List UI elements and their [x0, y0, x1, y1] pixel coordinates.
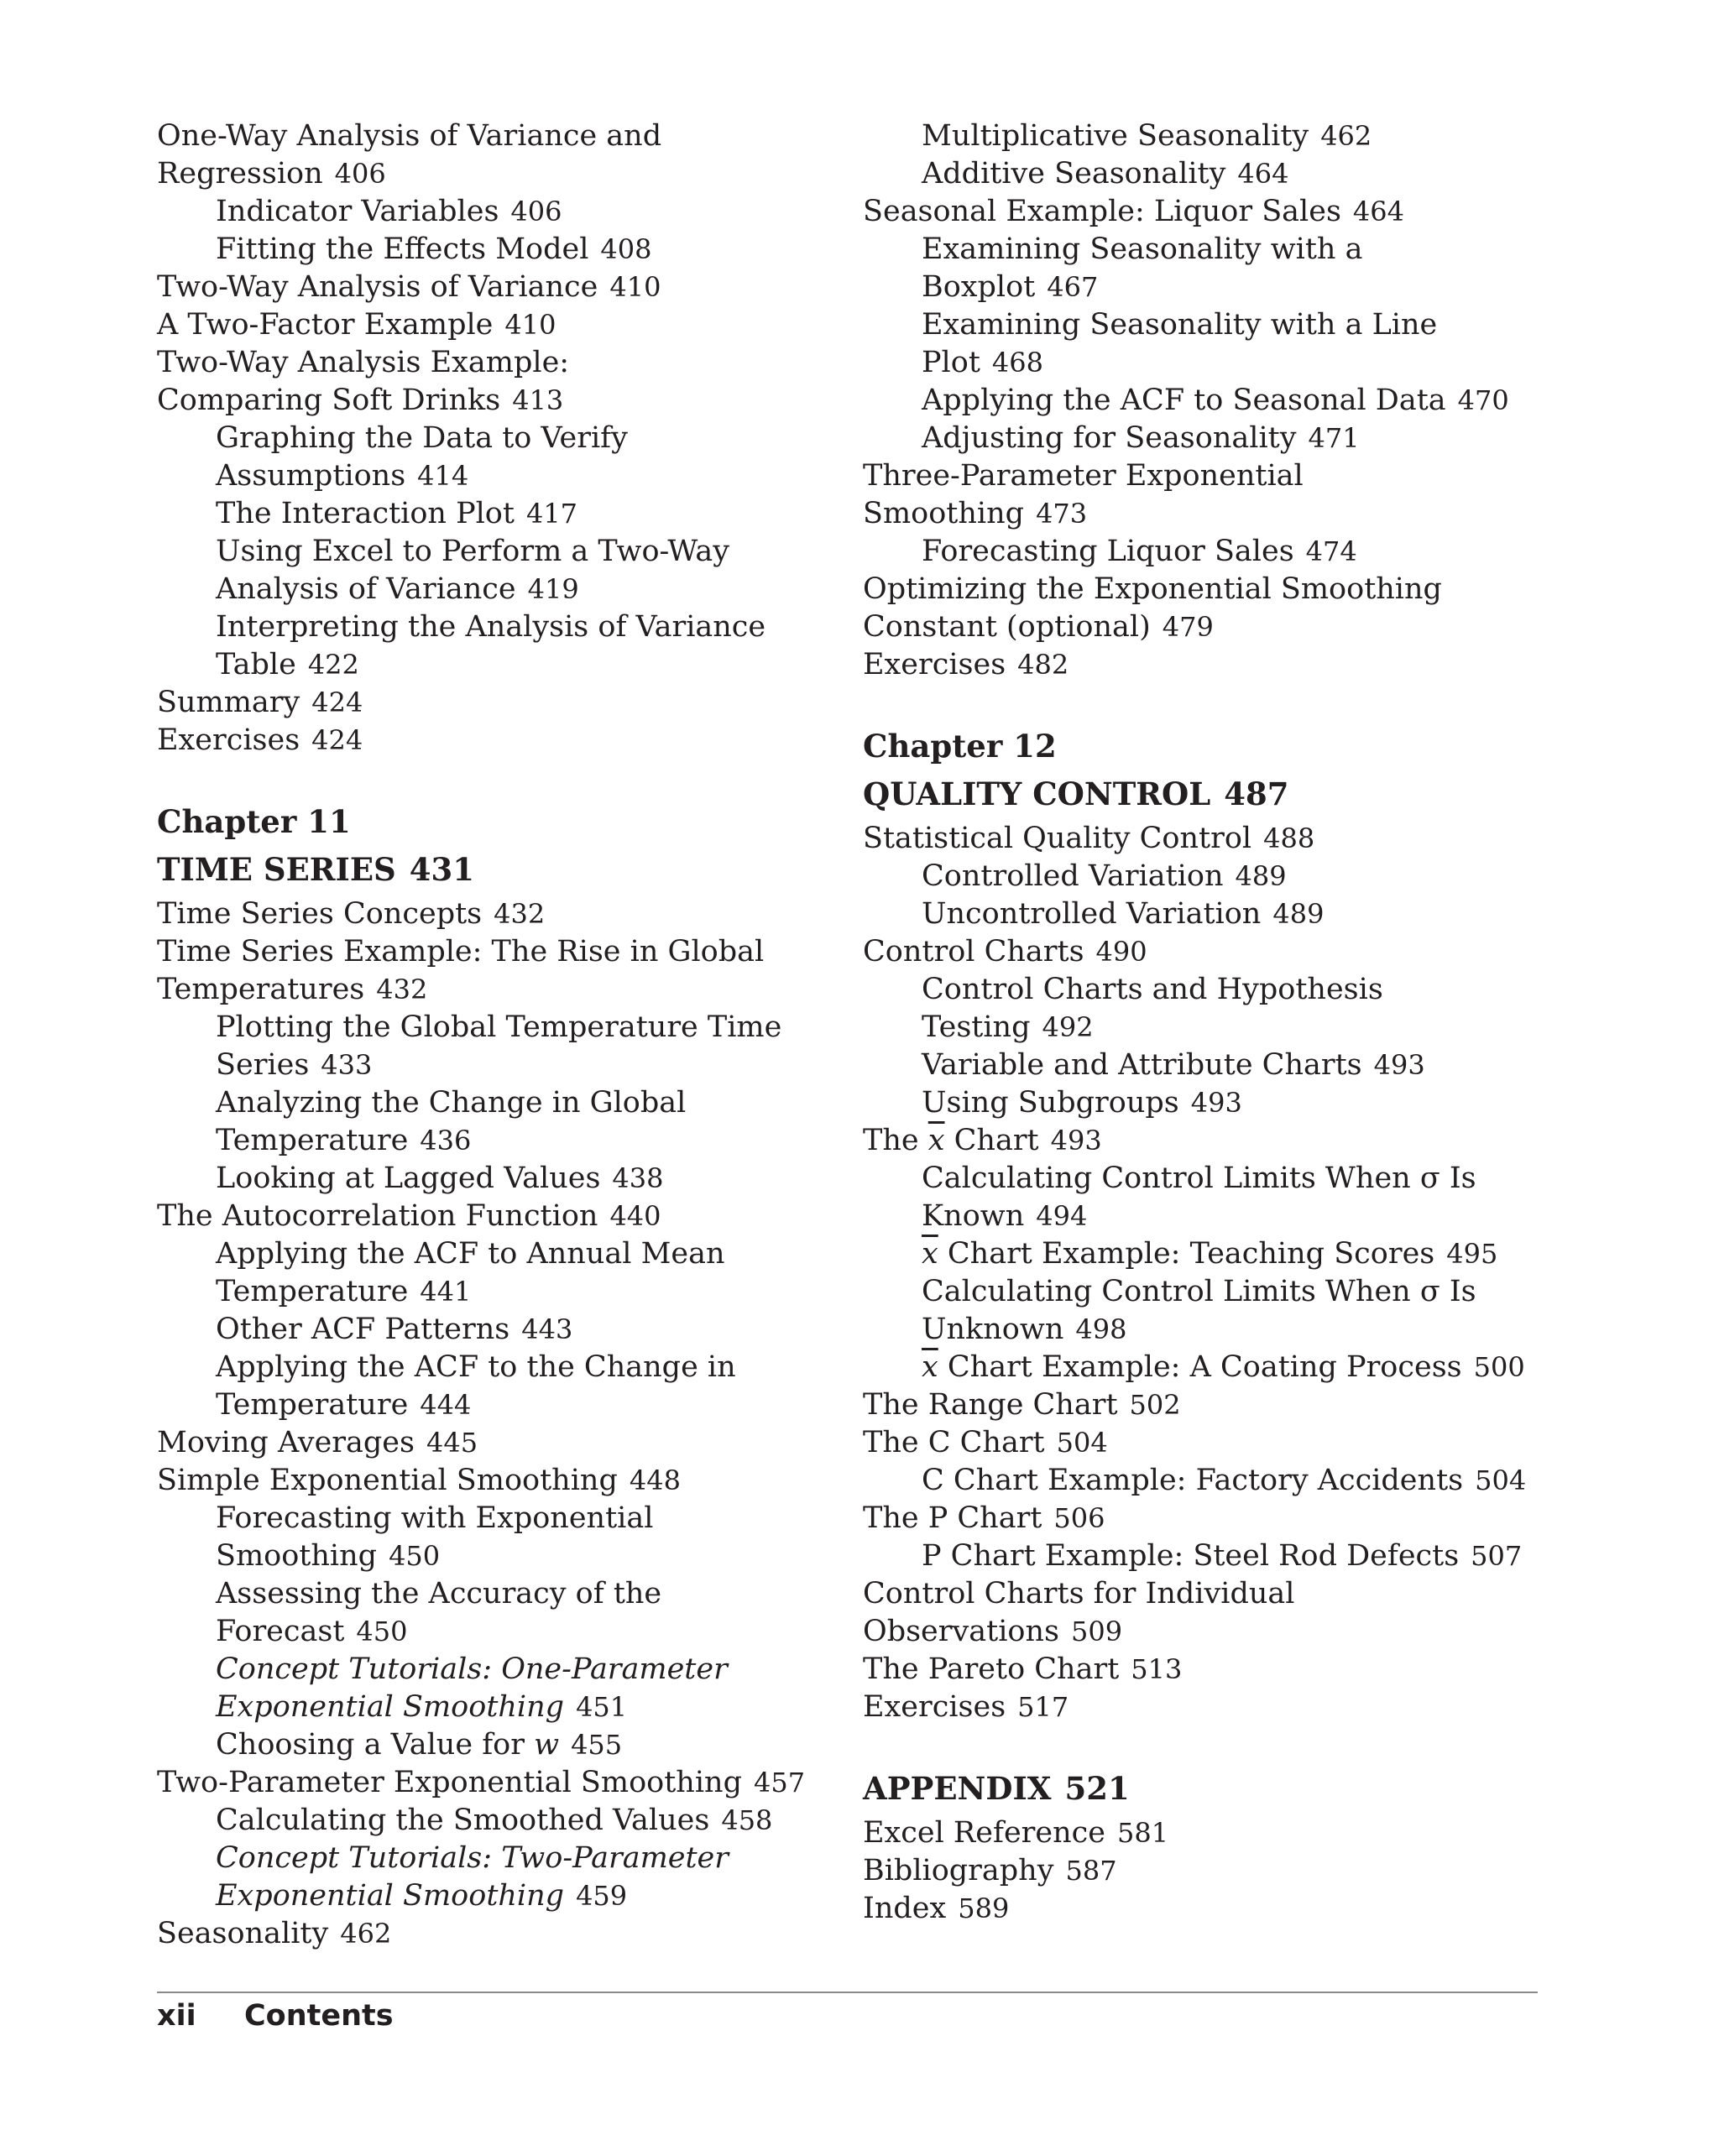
toc-entry-title: Controlled Variation [922, 859, 1224, 893]
left-column [157, 116, 820, 1953]
toc-page-number: 457 [754, 1767, 806, 1798]
toc-entry [863, 117, 1551, 155]
toc-entry-title: Applying the ACF to the Change in [216, 1350, 736, 1384]
toc-entry-title: Forecast [216, 1615, 345, 1648]
toc-entry-title: Temperature [216, 1388, 409, 1422]
toc-entry-title: Forecasting Liquor Sales [922, 535, 1294, 568]
toc-page-number: 406 [334, 158, 386, 190]
toc-page-number: 433 [321, 1049, 373, 1081]
toc-entry [157, 231, 820, 269]
toc-entry [157, 1349, 820, 1386]
toc-page-number: 424 [311, 724, 363, 756]
toc-page-number: 589 [958, 1892, 1010, 1924]
toc-entry-title: Comparing Soft Drinks [157, 384, 501, 417]
toc-entry-title: C Chart Example: Factory Accidents [922, 1464, 1464, 1497]
toc-page-number: 495 [1446, 1238, 1498, 1270]
toc-entry-title: One-Way Analysis of Variance and [157, 119, 662, 153]
toc-page-number: 410 [609, 271, 661, 303]
toc-entry-title: Analyzing the Change in Global [216, 1086, 687, 1120]
toc-entry-title: The Interaction Plot [216, 497, 515, 530]
toc-entry [157, 382, 820, 420]
toc-page-number: 417 [525, 498, 578, 530]
toc-entry [863, 1386, 1551, 1424]
toc-entry [157, 608, 820, 646]
toc-entry-title: Smoothing [216, 1539, 378, 1573]
toc-entry [863, 1852, 1551, 1890]
toc-page-number: 443 [521, 1313, 573, 1345]
toc-entry [157, 1802, 820, 1840]
toc-page-number: 450 [356, 1616, 408, 1647]
math-variable: w [534, 1728, 560, 1762]
toc-entry [157, 1424, 820, 1462]
toc-entry-title: Calculating Control Limits When σ Is [922, 1162, 1476, 1195]
toc-entry-title: The P Chart [863, 1501, 1042, 1535]
toc-entry-title: Graphing the Data to Verify [216, 421, 628, 455]
toc-entry-title: Time Series Concepts [157, 897, 483, 931]
toc-entry [863, 155, 1551, 193]
toc-page-number: 500 [1473, 1351, 1525, 1383]
toc-entry [157, 1764, 820, 1802]
toc-entry-title: The Pareto Chart [863, 1652, 1120, 1686]
toc-entry-title: Summary [157, 686, 300, 719]
toc-entry [157, 722, 820, 760]
toc-entry-title: Control Charts [863, 935, 1084, 968]
toc-entry [863, 344, 1551, 382]
toc-page-number: 445 [426, 1427, 478, 1459]
toc-entry-title: Chart [954, 1124, 1039, 1157]
x-bar-symbol: $\overline{x}$ [922, 1350, 938, 1384]
toc-entry-title: Observations [863, 1615, 1059, 1648]
toc-entry-title: Plotting the Global Temperature Time [216, 1010, 782, 1044]
toc-entry-title: Looking at Lagged Values [216, 1162, 601, 1195]
toc-page-number: 413 [512, 384, 564, 416]
toc-entry-title: Indicator Variables [216, 195, 499, 228]
toc-entry-title: Additive Seasonality [922, 157, 1226, 191]
toc-entry-title: Calculating the Smoothed Values [216, 1804, 710, 1837]
toc-entry-title: Exercises [157, 723, 300, 757]
toc-entry [863, 382, 1551, 420]
toc-page-number: 464 [1237, 158, 1289, 190]
toc-entry-title: Assumptions [216, 459, 406, 493]
toc-entry [863, 457, 1551, 495]
toc-page-number: 438 [612, 1162, 664, 1194]
toc-block [863, 1765, 1551, 1928]
toc-page-number: 470 [1457, 384, 1509, 416]
toc-entry [157, 1726, 820, 1764]
chapter-title-text: QUALITY CONTROL [863, 775, 1211, 812]
toc-entry [863, 193, 1551, 231]
toc-page-number: 432 [494, 898, 546, 930]
toc-page-number: 498 [1075, 1313, 1127, 1345]
toc-page-number: 482 [1017, 649, 1069, 681]
toc-page-number: 408 [600, 233, 652, 265]
toc-entry-title: Chart Example: Teaching Scores [947, 1237, 1435, 1271]
toc-entry-title: Variable and Attribute Charts [922, 1048, 1362, 1082]
toc-entry [157, 1613, 820, 1651]
toc-entry [863, 1047, 1551, 1084]
toc-entry-title: Smoothing [863, 497, 1025, 530]
toc-page-number: 494 [1036, 1200, 1088, 1232]
toc-entry-title: Other ACF Patterns [216, 1313, 510, 1346]
toc-entry [863, 1613, 1551, 1651]
toc-entry-title: Uncontrolled Variation [922, 897, 1262, 931]
toc-page-number: 419 [527, 573, 579, 605]
toc-entry-title: The Autocorrelation Function [157, 1199, 598, 1233]
toc-entry [863, 231, 1551, 269]
toc-page-number: 473 [1036, 498, 1088, 530]
toc-page-number: 462 [1320, 120, 1372, 152]
toc-page-number: 414 [417, 460, 469, 492]
toc-entry-title: Concept Tutorials: Two-Parameter [216, 1841, 729, 1875]
toc-page-number: 432 [376, 974, 428, 1005]
toc-entry [863, 1537, 1551, 1575]
toc-entry [157, 269, 820, 306]
toc-entry-prefix: The [863, 1124, 919, 1157]
toc-page-number: 513 [1131, 1653, 1183, 1685]
toc-entry-title: Exponential Smoothing [216, 1690, 565, 1724]
toc-entry [157, 1311, 820, 1349]
page-footer [157, 1996, 394, 2036]
toc-entry-title: Temperatures [157, 973, 365, 1006]
toc-entry-title: Choosing a Value for [216, 1728, 525, 1762]
right-column [863, 116, 1551, 1928]
toc-entry [863, 933, 1551, 971]
toc-entry-title: Applying the ACF to Seasonal Data [922, 384, 1446, 417]
toc-entry [157, 971, 820, 1009]
toc-entry-title: Applying the ACF to Annual Mean [216, 1237, 725, 1271]
toc-entry-title: Two-Parameter Exponential Smoothing [157, 1766, 742, 1799]
toc-entry-list [157, 895, 820, 1953]
toc-entry [863, 895, 1551, 933]
toc-page-number: 440 [609, 1200, 661, 1232]
toc-entry-title: Moving Averages [157, 1426, 415, 1459]
toc-page-number: 502 [1129, 1389, 1181, 1421]
toc-page-number: 462 [340, 1918, 392, 1950]
toc-entry-title: Exercises [863, 648, 1006, 681]
toc-entry [863, 1651, 1551, 1689]
toc-entry-title: Temperature [216, 1124, 409, 1157]
toc-page-number: 488 [1263, 822, 1315, 854]
toc-entry-title: Using Subgroups [922, 1086, 1179, 1120]
toc-page-number: 479 [1162, 611, 1214, 643]
chapter-label: Chapter 12 [863, 728, 1057, 765]
toc-entry [863, 571, 1551, 608]
toc-page-number: 506 [1053, 1502, 1105, 1534]
toc-entry [157, 1575, 820, 1613]
toc-entry-list [863, 820, 1551, 1726]
toc-page-number: 424 [311, 686, 363, 718]
toc-entry-title: Boxplot [922, 270, 1036, 304]
toc-page-number: 406 [510, 196, 562, 227]
toc-entry-title: Examining Seasonality with a Line [922, 308, 1438, 342]
toc-entry [863, 1462, 1551, 1500]
toc-entry-title: Constant (optional) [863, 610, 1151, 644]
toc-entry [157, 1009, 820, 1047]
toc-page-number: 448 [629, 1464, 681, 1496]
toc-entry [863, 420, 1551, 457]
toc-page-number: 410 [504, 309, 556, 341]
toc-entry [863, 1311, 1551, 1349]
toc-page-number: 581 [1116, 1817, 1169, 1849]
toc-entry [863, 1890, 1551, 1928]
footer-rule [157, 1992, 1538, 1993]
toc-entry [863, 495, 1551, 533]
toc-entry [157, 533, 820, 571]
toc-entry [863, 1084, 1551, 1122]
toc-entry-title: The C Chart [863, 1426, 1045, 1459]
toc-entry [157, 420, 820, 457]
toc-entry [863, 608, 1551, 646]
toc-entry [157, 117, 820, 155]
footer-label: Contents [244, 1999, 394, 2033]
chapter-title [157, 846, 820, 894]
toc-entry [157, 1273, 820, 1311]
toc-entry [157, 933, 820, 971]
toc-entry-title: Calculating Control Limits When σ Is [922, 1275, 1476, 1308]
toc-entry [157, 457, 820, 495]
toc-entry [157, 1386, 820, 1424]
toc-page-number: 444 [420, 1389, 472, 1421]
toc-entry-title: Regression [157, 157, 323, 191]
toc-entry-title: Multiplicative Seasonality [922, 119, 1309, 153]
toc-page-number: 489 [1235, 860, 1287, 892]
toc-page-number: 468 [991, 347, 1043, 378]
toc-entry-title: Exponential Smoothing [216, 1879, 565, 1913]
chapter-title [863, 770, 1551, 818]
toc-entry-title: Chart Example: A Coating Process [947, 1350, 1462, 1384]
toc-entry [863, 1349, 1551, 1386]
toc-page-number: 493 [1190, 1087, 1242, 1119]
toc-entry-title: Seasonal Example: Liquor Sales [863, 195, 1341, 228]
toc-page-number: 509 [1070, 1616, 1123, 1647]
toc-entry [157, 1877, 820, 1915]
toc-entry [157, 306, 820, 344]
toc-page-number: 493 [1373, 1049, 1425, 1081]
toc-entry [157, 344, 820, 382]
toc-entry-list [863, 117, 1551, 684]
toc-entry-title: Temperature [216, 1275, 409, 1308]
toc-block [863, 723, 1551, 1726]
toc-page-number: 441 [420, 1276, 472, 1308]
toc-page-number: 455 [571, 1729, 623, 1761]
toc-entry-title: Excel Reference [863, 1816, 1105, 1850]
toc-entry [157, 193, 820, 231]
chapter-title [863, 1765, 1551, 1813]
toc-entry [863, 1424, 1551, 1462]
toc-page-number: 467 [1047, 271, 1099, 303]
toc-entry [157, 1122, 820, 1160]
toc-entry-list [157, 117, 820, 760]
toc-entry-title: Statistical Quality Control [863, 822, 1252, 855]
toc-page-number: 436 [420, 1125, 472, 1156]
toc-entry [157, 1198, 820, 1235]
toc-page-number: 489 [1272, 898, 1325, 930]
footer-page-number: xii [157, 1999, 196, 2033]
toc-entry [157, 1651, 820, 1689]
toc-entry-title: Exercises [863, 1690, 1006, 1724]
toc-entry-title: Using Excel to Perform a Two-Way [216, 535, 730, 568]
toc-entry [157, 895, 820, 933]
toc-entry [863, 1575, 1551, 1613]
toc-entry-title: Bibliography [863, 1854, 1054, 1887]
toc-page-number: 493 [1050, 1125, 1102, 1156]
toc-page-number: 587 [1065, 1855, 1117, 1887]
toc-entry-title: Known [922, 1199, 1025, 1233]
toc-entry [863, 1160, 1551, 1198]
toc-entry-title: Assessing the Accuracy of the [216, 1577, 662, 1610]
toc-entry-title: Optimizing the Exponential Smoothing [863, 572, 1442, 606]
toc-page-number: 464 [1352, 196, 1404, 227]
toc-page-number: 471 [1308, 422, 1360, 454]
toc-entry-title: P Chart Example: Steel Rod Defects [922, 1539, 1460, 1573]
x-bar-symbol: $\overline{x}$ [927, 1124, 945, 1157]
toc-page-number: 459 [576, 1880, 628, 1912]
toc-entry [157, 1840, 820, 1877]
toc-page-number: 504 [1475, 1464, 1527, 1496]
toc-entry [157, 1537, 820, 1575]
toc-entry [157, 1500, 820, 1537]
toc-entry [863, 1198, 1551, 1235]
toc-entry-title: A Two-Factor Example [157, 308, 494, 342]
toc-entry-title: Forecasting with Exponential [216, 1501, 654, 1535]
toc-entry [863, 858, 1551, 895]
x-bar-symbol: $\overline{x}$ [922, 1237, 938, 1271]
toc-page-number: 458 [721, 1804, 773, 1836]
toc-entry-title: Two-Way Analysis of Variance [157, 270, 598, 304]
toc-block [157, 798, 820, 1953]
toc-entry [863, 1689, 1551, 1726]
toc-entry-title: Unknown [922, 1313, 1064, 1346]
toc-entry [157, 1689, 820, 1726]
chapter-label: Chapter 11 [157, 803, 351, 840]
toc-entry-title: Control Charts and Hypothesis [922, 973, 1383, 1006]
toc-entry [863, 1122, 1551, 1160]
toc-entry [157, 684, 820, 722]
toc-entry [157, 1047, 820, 1084]
toc-page-number: 504 [1056, 1427, 1108, 1459]
toc-page-number: 507 [1471, 1540, 1523, 1572]
toc-entry [157, 1462, 820, 1500]
toc-entry-title: Series [216, 1048, 310, 1082]
toc-entry-title: Three-Parameter Exponential [863, 459, 1304, 493]
toc-entry [863, 820, 1551, 858]
toc-entry-title: Adjusting for Seasonality [922, 421, 1297, 455]
toc-page-number: 517 [1017, 1691, 1069, 1723]
toc-page-number: 451 [576, 1691, 628, 1723]
toc-entry [863, 1814, 1551, 1852]
toc-entry-title: Index [863, 1892, 947, 1925]
toc-entry [157, 495, 820, 533]
toc-entry-title: Analysis of Variance [216, 572, 516, 606]
toc-entry-title: Control Charts for Individual [863, 1577, 1295, 1610]
chapter-title-text: TIME SERIES [157, 851, 396, 888]
toc-entry [863, 1235, 1551, 1273]
toc-page-number: 450 [389, 1540, 441, 1572]
toc-entry-list [863, 1814, 1551, 1928]
toc-page-number: 490 [1095, 936, 1147, 968]
toc-entry [863, 1273, 1551, 1311]
chapter-page-number: 487 [1224, 775, 1289, 812]
toc-block [157, 117, 820, 760]
toc-entry-title: Examining Seasonality with a [922, 232, 1363, 266]
toc-entry-title: Table [216, 648, 296, 681]
toc-entry-title: Fitting the Effects Model [216, 232, 589, 266]
toc-entry-title: Time Series Example: The Rise in Global [157, 935, 765, 968]
toc-page-number: 492 [1042, 1011, 1094, 1043]
toc-entry [157, 155, 820, 193]
toc-entry [863, 646, 1551, 684]
chapter-page-number: 431 [409, 851, 475, 888]
toc-entry [863, 1009, 1551, 1047]
toc-entry-title: Interpreting the Analysis of Variance [216, 610, 766, 644]
toc-page-number: 474 [1305, 535, 1357, 567]
toc-entry [157, 1235, 820, 1273]
toc-entry-title: Concept Tutorials: One-Parameter [216, 1652, 728, 1686]
toc-block [863, 117, 1551, 684]
toc-entry [157, 571, 820, 608]
toc-entry [863, 269, 1551, 306]
toc-entry [863, 1500, 1551, 1537]
toc-entry-title: Simple Exponential Smoothing [157, 1464, 618, 1497]
toc-entry-title: Two-Way Analysis Example: [157, 346, 570, 379]
toc-entry [157, 1915, 820, 1953]
toc-page-number: 422 [307, 649, 359, 681]
toc-entry [863, 971, 1551, 1009]
toc-entry [863, 533, 1551, 571]
toc-entry-title: Testing [922, 1010, 1031, 1044]
toc-entry-title: Seasonality [157, 1917, 329, 1950]
toc-entry [157, 1084, 820, 1122]
chapter-page-number: 521 [1064, 1770, 1130, 1807]
toc-entry [863, 306, 1551, 344]
toc-entry-title: The Range Chart [863, 1388, 1118, 1422]
toc-entry [157, 1160, 820, 1198]
toc-entry [157, 646, 820, 684]
chapter-title-text: APPENDIX [863, 1770, 1052, 1807]
toc-entry-title: Plot [922, 346, 980, 379]
